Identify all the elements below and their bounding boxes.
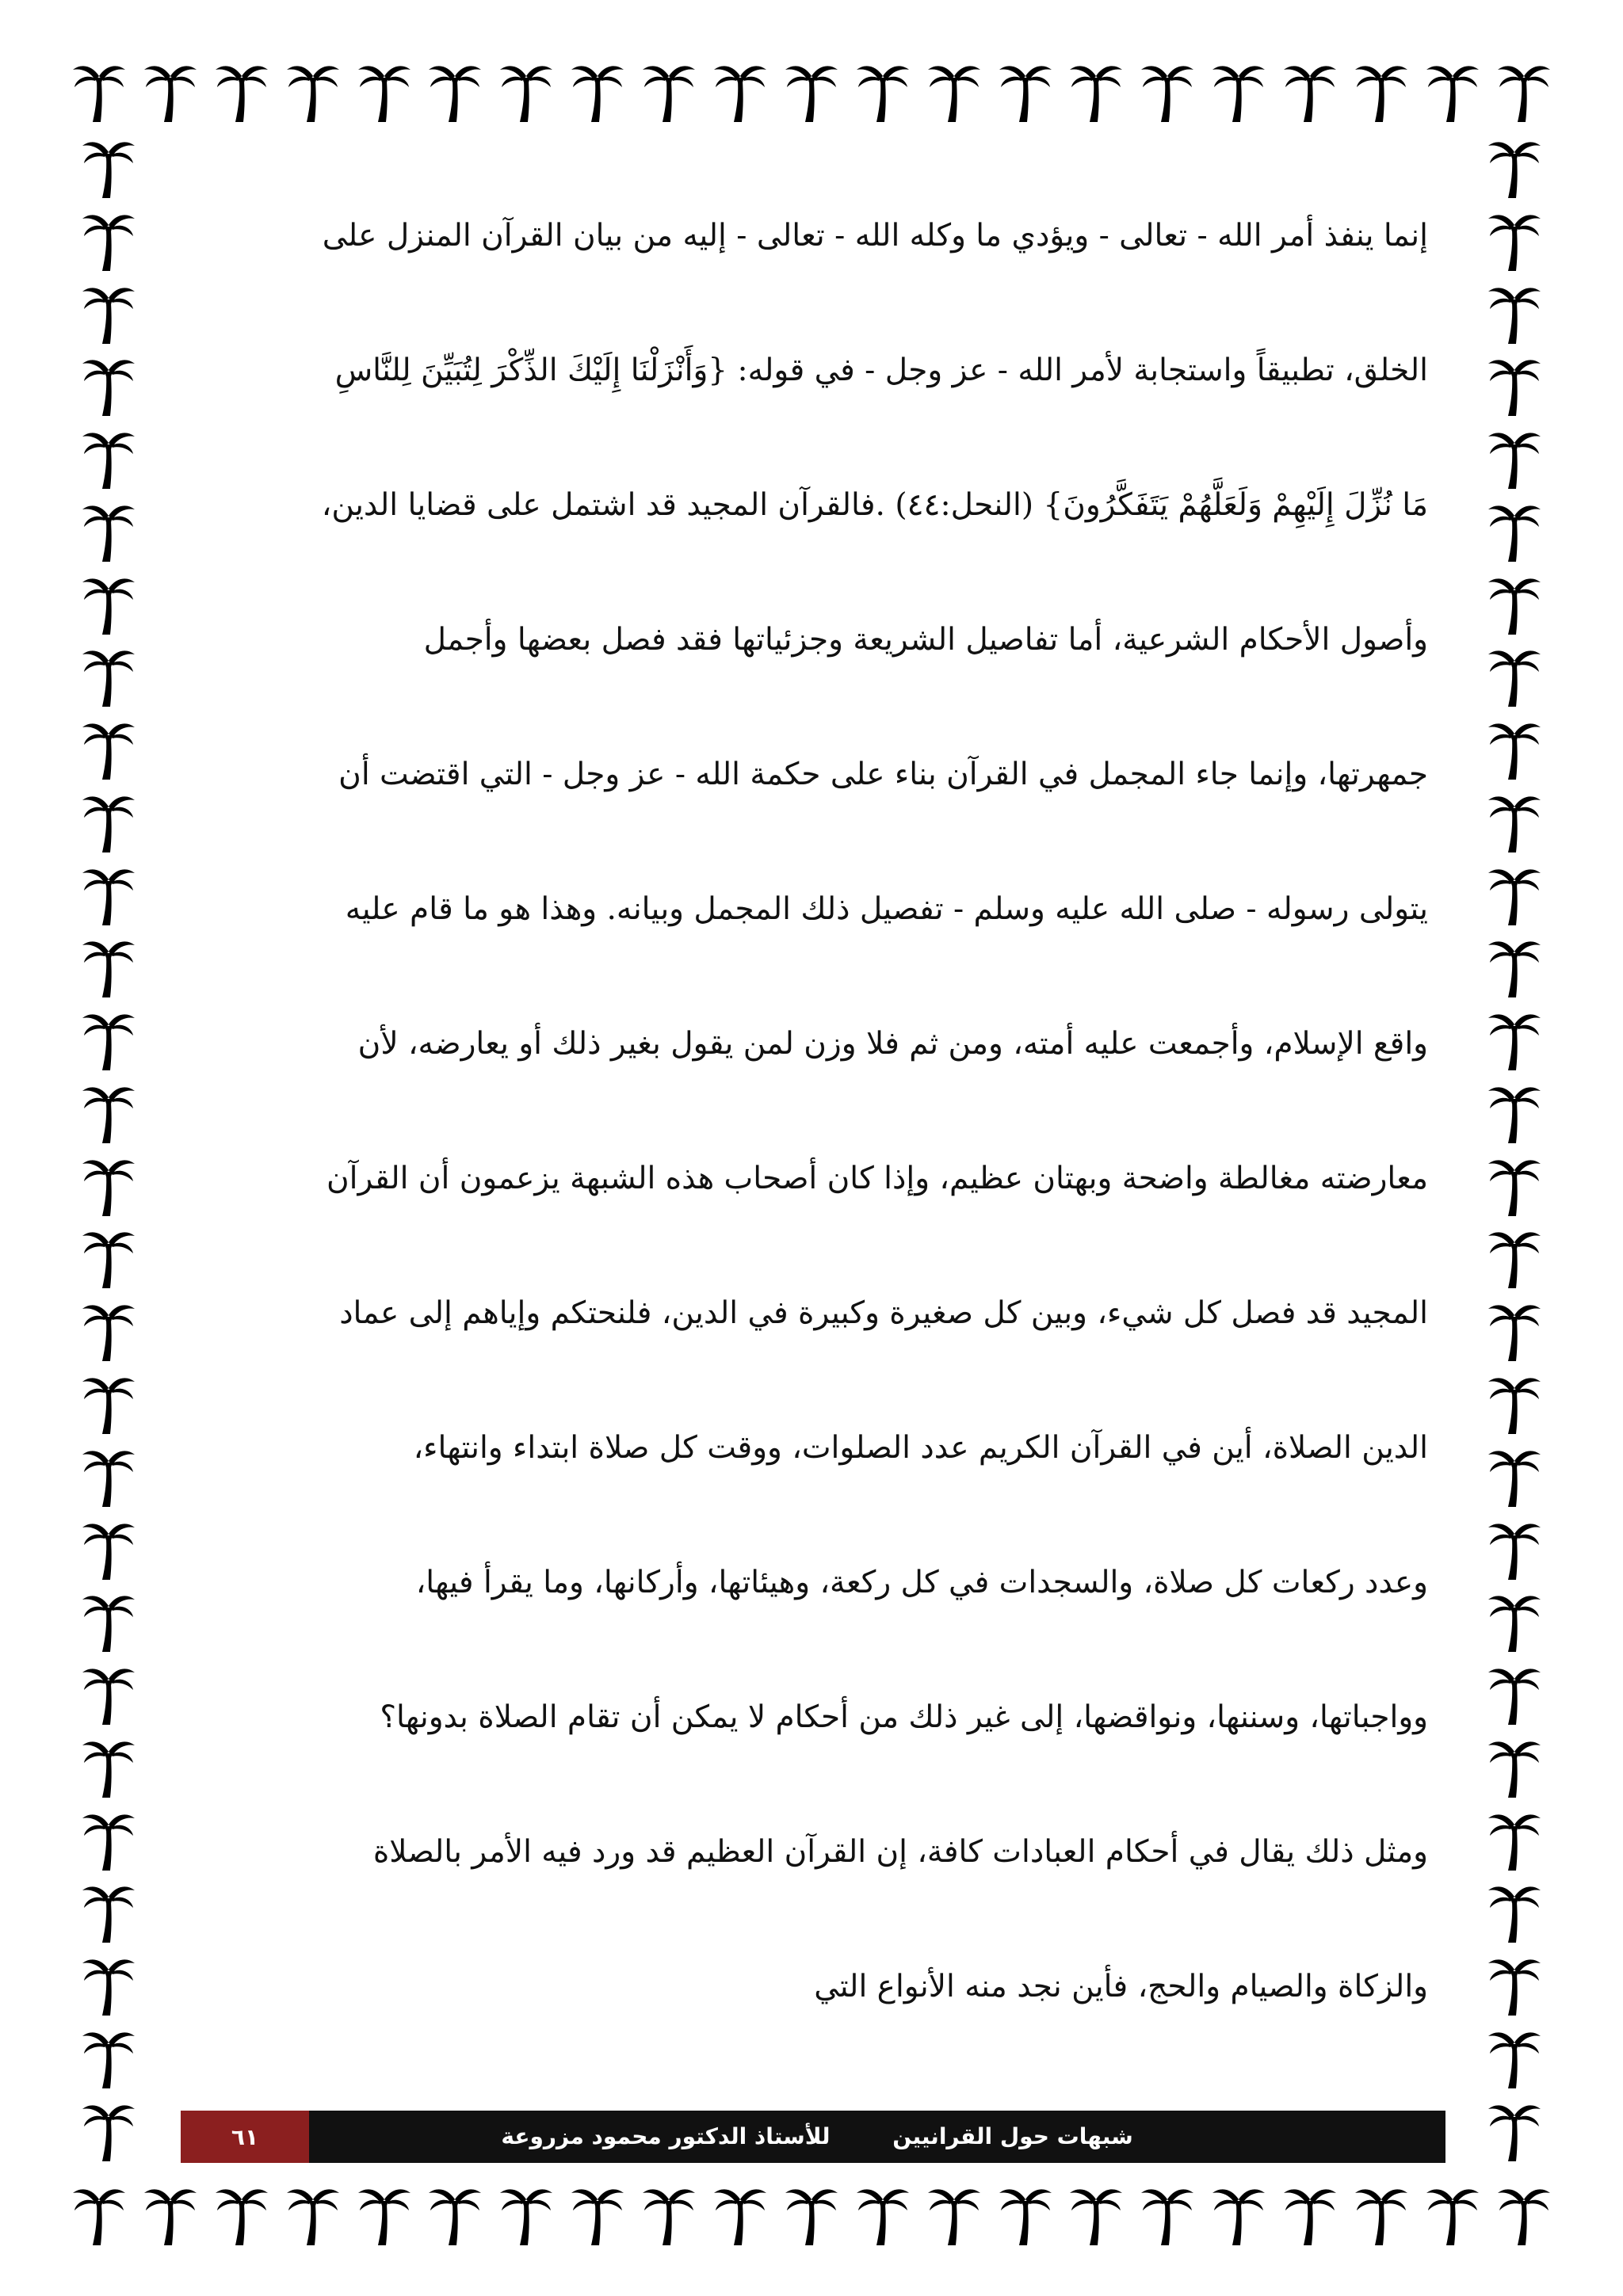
palm-tree-icon xyxy=(1211,59,1266,124)
page-number: ٦١ xyxy=(181,2111,309,2163)
palm-tree-icon xyxy=(1487,1298,1542,1363)
palm-tree-icon xyxy=(81,1661,136,1726)
body-text xyxy=(223,196,1428,2082)
palm-tree-icon xyxy=(1140,2182,1195,2247)
palm-tree-icon xyxy=(1487,425,1542,490)
text-line: مَا نُزِّلَ إِلَيْهِمْ وَلَعَلَّهُمْ يَتَفَكَّرُونَ} (النحل:٤٤) .فالقرآن المجيد قد اشتمل على قضايا الدين، xyxy=(321,487,1428,523)
palm-tree-icon xyxy=(81,425,136,490)
palm-tree-icon xyxy=(712,2182,768,2247)
footer-bar xyxy=(181,2111,1445,2163)
palm-tree-icon xyxy=(1487,1153,1542,1218)
palm-tree-icon xyxy=(81,1444,136,1508)
palm-tree-icon xyxy=(784,2182,839,2247)
palm-tree-icon xyxy=(81,1080,136,1145)
text-line: إنما ينفذ أمر الله - تعالى - ويؤدي ما وكله الله - تعالى - إليه من بيان القرآن المنزل على xyxy=(322,218,1428,254)
palm-tree-icon xyxy=(1354,2182,1409,2247)
palm-tree-icon xyxy=(143,2182,198,2247)
palm-tree-icon xyxy=(498,2182,554,2247)
palm-tree-icon xyxy=(81,862,136,927)
palm-tree-icon xyxy=(1487,280,1542,345)
palm-tree-icon xyxy=(1282,2182,1338,2247)
text-line: الدين الصلاة، أين في القرآن الكريم عدد الصلوات، ووقت كل صلاة ابتداء وانتهاء، xyxy=(413,1430,1428,1466)
palm-tree-icon xyxy=(1487,1734,1542,1799)
palm-tree-icon xyxy=(1211,2182,1266,2247)
palm-tree-icon xyxy=(1487,1371,1542,1436)
palm-tree-icon xyxy=(570,2182,625,2247)
palm-tree-icon xyxy=(81,789,136,854)
palm-tree-icon xyxy=(1496,2182,1552,2247)
palm-tree-icon xyxy=(1487,862,1542,927)
palm-tree-icon xyxy=(81,1371,136,1436)
text-line: وعدد ركعات كل صلاة، والسجدات في كل ركعة، وهيئاتها، وأركانها، وما يقرأ فيها، xyxy=(415,1565,1428,1600)
palm-tree-icon xyxy=(81,934,136,999)
palm-tree-icon xyxy=(998,2182,1053,2247)
palm-tree-icon xyxy=(143,59,198,124)
palm-tree-icon xyxy=(1487,789,1542,854)
palm-tree-icon xyxy=(712,59,768,124)
palm-tree-icon xyxy=(641,59,697,124)
palm-tree-icon xyxy=(855,2182,911,2247)
palm-tree-icon xyxy=(1487,1661,1542,1726)
palm-tree-icon xyxy=(1487,716,1542,781)
palm-tree-icon xyxy=(1487,571,1542,636)
text-line: وواجباتها، وسننها، ونواقضها، إلى غير ذلك من أحكام لا يمكن أن تقام الصلاة بدونها؟ xyxy=(380,1699,1428,1735)
palm-tree-icon xyxy=(81,1225,136,1290)
palm-tree-icon xyxy=(214,59,269,124)
palm-tree-icon xyxy=(81,2025,136,2090)
palm-tree-icon xyxy=(81,208,136,273)
palm-tree-icon xyxy=(1487,208,1542,273)
palm-tree-icon xyxy=(81,1516,136,1581)
palm-tree-icon xyxy=(81,1952,136,2017)
palm-tree-icon xyxy=(81,571,136,636)
palm-tree-icon xyxy=(498,59,554,124)
palm-tree-icon xyxy=(81,643,136,708)
palm-tree-icon xyxy=(1068,59,1124,124)
palm-tree-icon xyxy=(427,2182,483,2247)
palm-tree-icon xyxy=(1068,2182,1124,2247)
palm-tree-icon xyxy=(1282,59,1338,124)
palm-tree-icon xyxy=(1487,1807,1542,1872)
palm-tree-icon xyxy=(641,2182,697,2247)
palm-tree-icon xyxy=(357,59,412,124)
palm-tree-icon xyxy=(71,2182,127,2247)
palm-tree-icon xyxy=(1487,2025,1542,2090)
palm-tree-icon xyxy=(1354,59,1409,124)
text-line: واقع الإسلام، وأجمعت عليه أمته، ومن ثم فلا وزن لمن يقول بغير ذلك أو يعارضه، لأن xyxy=(357,1026,1428,1062)
palm-tree-icon xyxy=(570,59,625,124)
palm-tree-icon xyxy=(81,1807,136,1872)
palm-tree-icon xyxy=(1140,59,1195,124)
palm-tree-icon xyxy=(81,280,136,345)
palm-tree-icon xyxy=(784,59,839,124)
palm-tree-icon xyxy=(1487,1879,1542,1944)
palm-tree-icon xyxy=(81,1879,136,1944)
palm-tree-icon xyxy=(1487,498,1542,563)
palm-tree-icon xyxy=(81,2098,136,2163)
palm-tree-icon xyxy=(357,2182,412,2247)
palm-tree-icon xyxy=(285,59,341,124)
palm-tree-icon xyxy=(1425,2182,1480,2247)
palm-tree-icon xyxy=(81,1589,136,1653)
palm-tree-icon xyxy=(427,59,483,124)
palm-tree-icon xyxy=(1487,1007,1542,1072)
palm-tree-icon xyxy=(855,59,911,124)
palm-tree-icon xyxy=(285,2182,341,2247)
palm-tree-icon xyxy=(1496,59,1552,124)
palm-tree-icon xyxy=(926,2182,982,2247)
footer-book-title: شبهات حول القرانيين xyxy=(892,2123,1133,2149)
palm-tree-icon xyxy=(998,59,1053,124)
palm-tree-icon xyxy=(1487,1225,1542,1290)
right-border xyxy=(1479,135,1550,2163)
palm-tree-icon xyxy=(81,1298,136,1363)
palm-tree-icon xyxy=(81,716,136,781)
palm-tree-icon xyxy=(1487,1952,1542,2017)
palm-tree-icon xyxy=(1487,1080,1542,1145)
top-border xyxy=(71,55,1552,127)
palm-tree-icon xyxy=(81,1734,136,1799)
text-line: يتولى رسوله - صلى الله عليه وسلم - تفصيل ذلك المجمل وبيانه. وهذا هو ما قام عليه xyxy=(345,891,1428,927)
palm-tree-icon xyxy=(71,59,127,124)
palm-tree-icon xyxy=(214,2182,269,2247)
footer-author: للأستاذ الدكتور محمود مزروعة xyxy=(501,2123,831,2149)
palm-tree-icon xyxy=(1487,135,1542,200)
bottom-border xyxy=(71,2179,1552,2250)
palm-tree-icon xyxy=(926,59,982,124)
palm-tree-icon xyxy=(1487,2098,1542,2163)
palm-tree-icon xyxy=(1487,1444,1542,1508)
text-line: المجيد قد فصل كل شيء، وبين كل صغيرة وكبيرة في الدين، فلنحتكم وإياهم إلى عماد xyxy=(339,1295,1428,1331)
palm-tree-icon xyxy=(1487,934,1542,999)
text-line: جمهرتها، وإنما جاء المجمل في القرآن بناء على حكمة الله - عز وجل - التي اقتضت أن xyxy=(338,757,1428,792)
text-line: وأصول الأحكام الشرعية، أما تفاصيل الشريعة وجزئياتها فقد فصل بعضها وأجمل xyxy=(423,622,1428,658)
palm-tree-icon xyxy=(81,353,136,418)
palm-tree-icon xyxy=(1487,1589,1542,1653)
palm-tree-icon xyxy=(81,135,136,200)
palm-tree-icon xyxy=(1487,353,1542,418)
text-line: والزكاة والصيام والحج، فأين نجد منه الأنواع التي xyxy=(814,1969,1428,2004)
palm-tree-icon xyxy=(1487,1516,1542,1581)
text-line: الخلق، تطبيقاً واستجابة لأمر الله - عز وجل - في قوله: {وَأَنْزَلْنَا إِلَيْكَ الذِّكْرَ لِتُبَيِّنَ لِلنَّاسِ xyxy=(334,353,1428,388)
palm-tree-icon xyxy=(81,1007,136,1072)
palm-tree-icon xyxy=(81,1153,136,1218)
palm-tree-icon xyxy=(1487,643,1542,708)
palm-tree-icon xyxy=(81,498,136,563)
text-line: معارضته مغالطة واضحة وبهتان عظيم، وإذا كان أصحاب هذه الشبهة يزعمون أن القرآن xyxy=(327,1161,1428,1196)
text-line: ومثل ذلك يقال في أحكام العبادات كافة، إن القرآن العظيم قد ورد فيه الأمر بالصلاة xyxy=(372,1834,1428,1870)
left-border xyxy=(73,135,144,2163)
palm-tree-icon xyxy=(1425,59,1480,124)
